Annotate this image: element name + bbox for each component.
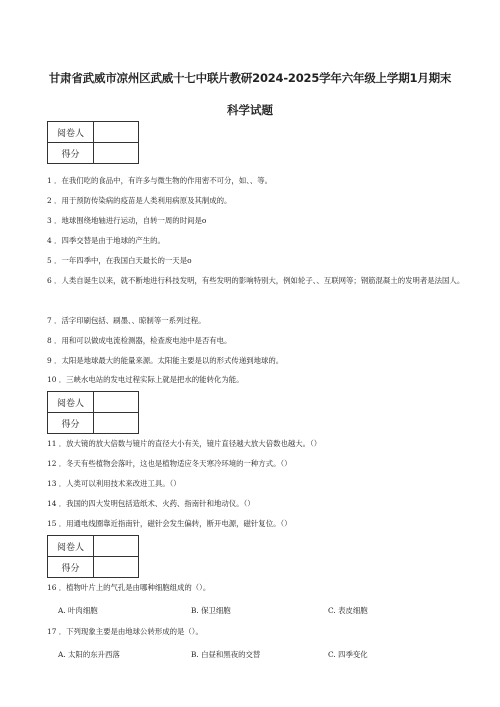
- question-13: 13 ．人类可以利用技术来改进工具。（）: [47, 479, 181, 488]
- question-4: 4 ．四季交替是由于地球的产生的。: [47, 236, 165, 245]
- score-label: 得分: [48, 557, 94, 578]
- option-b[interactable]: B. 保卫细胞: [191, 606, 231, 615]
- question-8: 8 ．用和可以做成电流检测器，检查废电池中是否有电。: [47, 336, 232, 345]
- option-c[interactable]: C. 表皮细胞: [328, 606, 368, 615]
- option-c[interactable]: C. 四季变化: [328, 650, 368, 659]
- reviewer-label: 阅卷人: [48, 392, 94, 413]
- reviewer-label: 阅卷人: [48, 122, 94, 143]
- score-cell[interactable]: [94, 143, 139, 164]
- score-label: 得分: [48, 413, 94, 434]
- score-box: [47, 535, 139, 578]
- option-a[interactable]: A. 太阳的东升西落: [58, 650, 120, 659]
- reviewer-cell[interactable]: [94, 122, 139, 143]
- question-1: 1 ．在我们吃的食品中，有许多与微生物的作用密不可分，如、、等。: [47, 176, 273, 185]
- question-9: 9 ．太阳是地球最大的能量来源。太阳能主要是以的形式传递到地球的。: [47, 356, 284, 365]
- reviewer-label: 阅卷人: [48, 536, 94, 557]
- question-12: 12 ．冬天有些植物会落叶，这也是植物适应冬天寒冷环境的一种方式。（）: [47, 459, 292, 468]
- option-b[interactable]: B. 白昼和黑夜的交替: [191, 650, 261, 659]
- score-cell[interactable]: [94, 557, 139, 578]
- question-7: 7 ．活字印刷包括、刷墨、、晾制等一系列过程。: [47, 316, 206, 325]
- question-17: 17 ．下列现象主要是由地球公转形成的是（）。: [47, 627, 203, 636]
- exam-title: 甘肃省武威市凉州区武威十七中联片教研2024-2025学年六年级上学期1月期末: [48, 71, 452, 85]
- question-15: 15 ．用通电线圈靠近指南针，磁针会发生偏转，断开电源，磁针复位。（）: [47, 519, 292, 528]
- question-3: 3 ．地球围绕地轴进行运动，自转一周的时间是o: [47, 216, 207, 225]
- question-6: 6 ．人类自诞生以来，就不断地进行科技发明，有些发明的影响特别大，例如轮子、、互联网等；钢筋混凝土的发明者是法国人。: [47, 276, 465, 285]
- question-2: 2 ．用于预防传染病的疫苗是人类利用病原及其制成的。: [47, 196, 232, 205]
- question-16: 16 ．植物叶片上的气孔是由哪种细胞组成的（）。: [47, 583, 211, 592]
- reviewer-cell[interactable]: [94, 392, 139, 413]
- score-box: [47, 121, 139, 164]
- score-box: [47, 391, 139, 434]
- question-11: 11 ．放大镜的放大倍数与镜片的直径大小有关，镜片直径越大放大倍数也越大。（）: [47, 439, 322, 448]
- option-a[interactable]: A. 叶肉细胞: [58, 606, 98, 615]
- score-cell[interactable]: [94, 413, 139, 434]
- question-10: 10 ．三峡水电站的发电过程实际上就是把水的能转化为能。: [47, 375, 244, 384]
- reviewer-cell[interactable]: [94, 536, 139, 557]
- question-14: 14 ．我国的四大发明包括造纸术、火药、指南针和地动仪。（）: [47, 499, 255, 508]
- question-5: 5 ．一年四季中，在我国白天最长的一天是o: [47, 256, 192, 265]
- score-label: 得分: [48, 143, 94, 164]
- exam-subtitle: 科学试题: [227, 103, 273, 117]
